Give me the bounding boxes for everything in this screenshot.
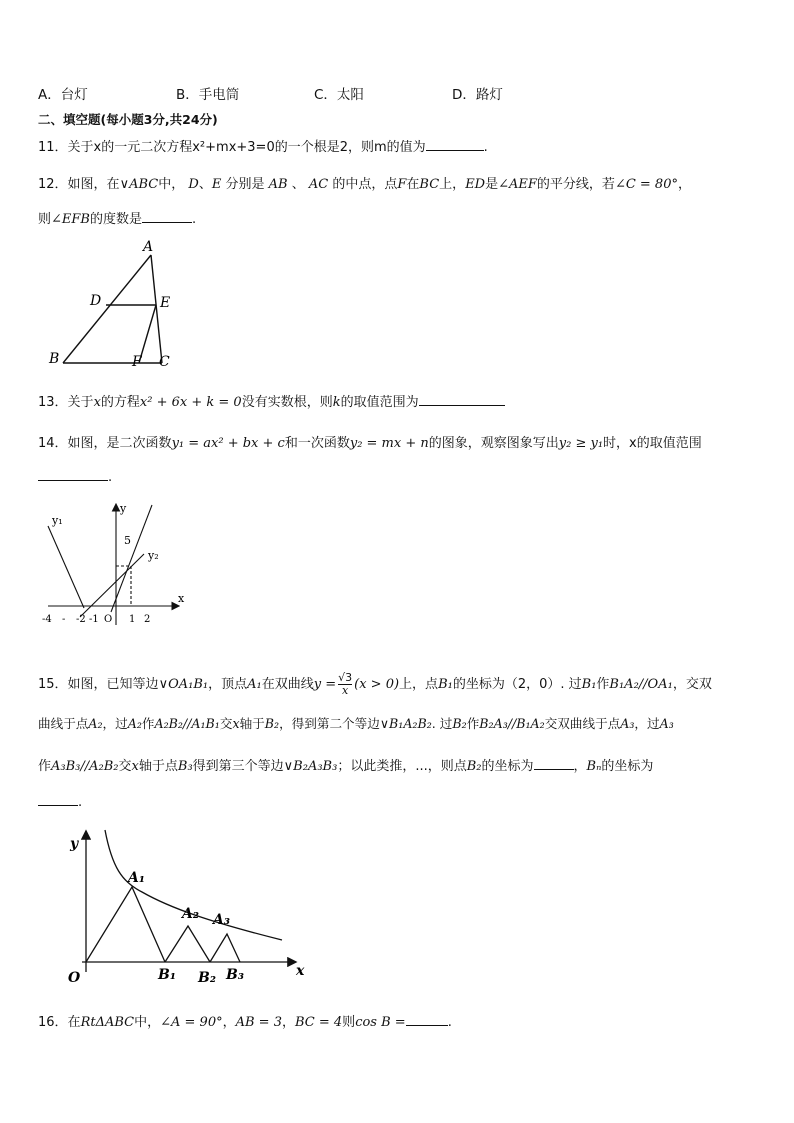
tick-minus-4: -4 [42,614,52,625]
q12-t9: 是 [485,177,499,192]
q13-t1: 关于 [67,395,94,410]
q14-t4: 时，x的取值范围 [603,436,702,451]
question-12-line2 [38,208,196,227]
q15-func-den: x [342,684,349,697]
q12-ab: AB [268,177,288,192]
q15-l2f: ，得到第二个等边 [279,716,380,731]
q15-bn: Bₙ [586,759,602,774]
tick-minus-1: -1 [89,614,99,625]
q15-l3e: ；以此类推，...，则点 [337,759,467,774]
q15-x3: x [131,759,139,774]
q15-tri3: ∨B₂A₃B₃ [283,759,338,774]
q13-t3: 没有实数根，则 [241,395,333,410]
q13-equation: x² + 6x + k = 0 [139,395,242,410]
q15-a2b: A₂ [127,716,142,731]
question-15-line3 [38,755,653,774]
q15-x2: x [232,716,240,731]
q16-number: 16． [38,1015,68,1030]
q12-l2a: 则 [38,212,52,227]
q15-b2b: B₂ [452,716,467,731]
q15-l1a: 如图，已知等边 [67,677,159,692]
q14-t1: 如图，是二次函数 [67,436,172,451]
label-a: A [143,239,154,255]
q12-t7: 在 [406,177,420,192]
q11-end: . [483,140,488,155]
q15-l1g: ，交双 [672,677,712,692]
question-12 [38,173,691,192]
tick-2: 2 [144,614,151,625]
choice-d: D．路灯 [452,87,503,103]
q15-par4: A₃B₃//A₂B₂ [51,759,119,774]
q15-par2: A₂B₂//A₁B₁ [154,716,220,731]
choice-a: A．台灯 [38,87,88,103]
q15-l1c: 在双曲线 [261,677,314,692]
q12-t2: 中， [158,177,185,192]
q16-bc: BC = 4 [295,1015,343,1030]
q15-b1: B₁ [438,677,453,692]
tick-1: 1 [129,614,136,625]
tick-origin: O [104,614,113,625]
parabola-left-branch [48,526,84,608]
segment-ab [63,255,151,363]
q14-t2: 和一次函数 [284,436,350,451]
question-11 [38,136,488,155]
question-15-line4 [38,793,82,810]
q16-t1: 在 [67,1015,81,1030]
q15-a3b: A₃ [659,716,674,731]
q15-l2i: 交双曲线于点 [544,716,621,731]
q16-rt: RtΔABC [80,1015,135,1030]
label-d: D [90,293,102,309]
q12-triangle-figure [40,235,190,370]
question-15 [38,672,712,697]
q11-number: 11． [38,140,68,155]
q12-f: F [397,177,407,192]
label-o: O [68,970,81,986]
label-b3: B₃ [226,967,244,983]
q15-l3h: 的坐标为 [601,759,654,774]
q12-answer-blank [142,210,192,223]
tick-minus-2: -2 [76,614,86,625]
question-14 [38,432,702,451]
q15-l2j: ，过 [634,716,660,731]
q14-y2-func: y₂ = mx + n [349,436,429,451]
choice-b: B．手电筒 [176,87,240,103]
q13-t2: 的方程 [100,395,140,410]
q15-b1b: B₁ [581,677,597,692]
q12-t6: 的中点，点 [332,177,398,192]
q16-end: . [447,1015,452,1030]
q15-a1: A₁ [247,677,262,692]
q16-angle-a: ∠A = 90° [160,1015,223,1030]
label-x-axis: x [178,592,185,605]
q12-end: . [192,212,197,227]
q15-fraction [338,672,352,697]
label-b1: B₁ [158,967,176,983]
q14-y1-func: y₁ = ax² + bx + c [171,436,285,451]
q15-l1f: 作 [596,677,610,692]
label-y: y [70,836,79,852]
tick-dash: - [62,614,66,625]
q11-answer-blank [426,138,484,151]
q12-angle: ∠AEF [498,177,537,192]
q12-efb: ∠EFB [51,212,90,227]
q15-l3a: 作 [38,759,52,774]
label-e: E [160,295,171,311]
q12-t5: 、 [291,177,305,192]
q15-b3: B₃ [177,759,193,774]
q14-answer-blank [38,468,108,481]
label-y2: y₂ [148,549,159,562]
q15-l2a: 曲线于点 [38,716,89,731]
q14-end: . [108,470,113,485]
q14-t3: 的图象，观察图象写出 [428,436,559,451]
q13-number: 13． [38,395,68,410]
q12-triangle: ∨ABC [119,177,159,192]
q12-l2b: 的度数是 [89,212,142,227]
label-x: x [296,963,305,979]
q12-e: E [211,177,222,192]
label-c: C [159,354,170,370]
label-y-axis: y [120,502,127,515]
q15-func-domain: (x > 0) [354,677,400,692]
q15-par1: B₁A₂//OA₁ [609,677,673,692]
q12-ed: ED [465,177,486,192]
q15-func-y: y = [313,677,337,692]
q15-tri2: ∨B₁A₂B₂ [379,716,432,731]
q15-answer-blank-2 [38,793,78,806]
q15-func-num: √3 [338,671,353,684]
question-13 [38,391,505,410]
q12-d: D [188,177,199,192]
q15-a3: A₃ [620,716,635,731]
q14-condition: y₂ ≥ y₁ [558,436,604,451]
q15-hyperbola-figure [60,822,320,992]
q16-ab: AB = 3 [235,1015,282,1030]
q12-t3: 、 [198,177,212,192]
parabola-right-branch [111,505,152,612]
q12-t11: ， [677,177,691,192]
q15-l2h: 作 [466,716,480,731]
question-15-line2 [38,713,674,732]
line-y2 [80,554,144,617]
q15-l2c: 作 [141,716,155,731]
q15-l2e: 轴于 [239,716,265,731]
label-a1: A₁ [128,870,145,886]
q15-l3f: 的坐标为 [481,759,534,774]
label-a2: A₂ [182,906,199,922]
tick-5: 5 [124,534,131,547]
q13-k: k [332,395,341,410]
q12-t10: 的平分线，若 [536,177,615,192]
q13-x: x [93,395,101,410]
q12-t8: 上， [439,177,466,192]
q13-t4: 的取值范围为 [340,395,419,410]
q15-end: . [78,795,83,810]
section-title: 二、填空题(每小题3分,共24分) [38,112,218,127]
q15-l1e: 的坐标为（2，0）. 过 [452,677,582,692]
label-b2: B₂ [198,970,216,986]
label-y1: y₁ [52,514,63,527]
q16-t4: ， [281,1015,295,1030]
q15-answer-blank-1 [534,757,574,770]
q15-l1d: 上，点 [399,677,439,692]
q16-t3: ， [222,1015,236,1030]
question-16 [38,1011,452,1030]
q11-text: 关于x的一元二次方程x²+mx+3=0的一个根是2，则m的值为 [67,140,426,155]
choice-c: C．太阳 [314,87,364,103]
q15-l3d: 得到第三个等边 [192,759,284,774]
q15-l2g: . 过 [431,716,453,731]
q16-t5: 则 [342,1015,356,1030]
q14-number: 14． [38,436,68,451]
q16-cos: cos B = [355,1015,406,1030]
q15-b2c: B₂ [466,759,482,774]
q15-number: 15． [38,677,68,692]
q12-t1: 如图，在 [67,177,120,192]
q15-l2d: 交 [219,716,233,731]
q15-par3: B₂A₃//B₁A₂ [479,716,545,731]
q13-answer-blank [419,393,505,406]
triangle-b1a2b2 [165,926,210,962]
q12-ac: AC [308,177,329,192]
q15-l1b: ，顶点 [208,677,248,692]
q16-t2: 中， [134,1015,161,1030]
triangle-b2a3b3 [210,934,240,962]
q15-l2b: ，过 [102,716,128,731]
q14-graph-figure [38,500,198,630]
q12-number: 12． [38,177,68,192]
label-f: F [132,354,142,370]
q12-t4: 分别是 [225,177,265,192]
q16-answer-blank [406,1013,448,1026]
q15-b2: B₂ [264,716,280,731]
q12-cond: ∠C = 80° [614,177,678,192]
q15-l3c: 轴于点 [138,759,178,774]
q15-l3g: ， [573,759,587,774]
q12-bc: BC [419,177,440,192]
question-14-line2 [38,468,112,485]
q15-a2: A₂ [88,716,103,731]
q15-tri1: ∨OA₁B₁ [158,677,209,692]
label-b: B [49,351,60,367]
q15-l3b: 交 [118,759,132,774]
label-a3: A₃ [213,912,230,928]
